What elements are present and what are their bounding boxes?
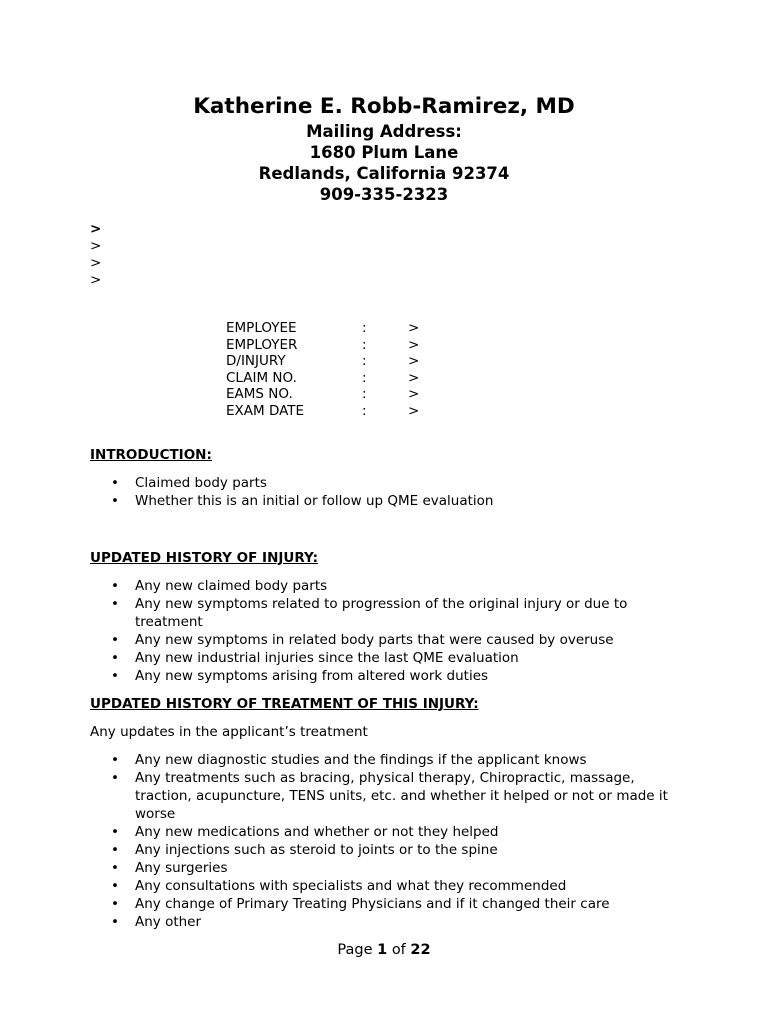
field-separator: : xyxy=(362,336,367,353)
of-word: of xyxy=(391,942,406,958)
list-item-text: Any change of Primary Treating Physicians and if it changed their care xyxy=(135,896,610,912)
list-item-text: Claimed body parts xyxy=(135,475,267,491)
field-value: > xyxy=(408,402,420,419)
list-item xyxy=(90,667,680,685)
field-label: EAMS NO. xyxy=(226,386,293,403)
list-item xyxy=(90,595,680,631)
list-item-text: Any new symptoms related to progression of the original injury or due to treatment xyxy=(135,596,628,630)
bullet-icon: • xyxy=(111,842,119,858)
list-item xyxy=(90,474,680,492)
list-item-text: Any new medications and whether or not they helped xyxy=(135,824,499,840)
field-separator: : xyxy=(362,353,367,370)
list-item-text: Any new claimed body parts xyxy=(135,578,328,594)
field-label: D/INJURY xyxy=(226,353,286,370)
address-placeholder-block xyxy=(90,221,101,289)
treatment-history-intro: Any updates in the applicant’s treatment xyxy=(90,724,368,740)
bullet-icon: • xyxy=(111,914,119,930)
list-item xyxy=(90,859,680,877)
field-value: > xyxy=(408,320,420,336)
list-item xyxy=(90,841,680,859)
list-item xyxy=(90,751,680,769)
page-word: Page xyxy=(337,942,373,958)
bullet-icon: • xyxy=(111,650,119,666)
list-item-text: Any injections such as steroid to joints or to the spine xyxy=(135,842,498,858)
introduction-list xyxy=(90,474,680,510)
page-footer xyxy=(0,940,768,960)
bullet-icon: • xyxy=(111,896,119,912)
street-address: 1680 Plum Lane xyxy=(309,143,459,162)
mailing-address-label: Mailing Address: xyxy=(306,122,462,141)
updated-history-heading: UPDATED HISTORY OF INJURY: xyxy=(90,550,319,566)
bullet-icon: • xyxy=(111,475,119,491)
field-separator: : xyxy=(362,369,367,386)
list-item-text: Any new symptoms in related body parts that were caused by overuse xyxy=(135,632,614,648)
field-value: > xyxy=(408,336,420,353)
treatment-history-list xyxy=(90,751,680,931)
field-label: CLAIM NO. xyxy=(226,369,297,386)
field-value: > xyxy=(408,369,420,386)
phone-number: 909-335-2323 xyxy=(319,185,449,204)
list-item-text: Any other xyxy=(135,914,202,930)
case-field-date-of-injury xyxy=(226,353,476,370)
field-separator: : xyxy=(362,320,367,336)
bullet-icon: • xyxy=(111,824,119,840)
list-item-text: Whether this is an initial or follow up QME evaluation xyxy=(135,493,494,509)
address-placeholder: > xyxy=(90,238,102,254)
list-item xyxy=(90,877,680,895)
list-item xyxy=(90,577,680,595)
bullet-icon: • xyxy=(111,770,119,786)
address-placeholder: > xyxy=(90,221,102,237)
bullet-icon: • xyxy=(111,668,119,684)
physician-name: Katherine E. Robb-Ramirez, MD xyxy=(193,94,575,119)
list-item xyxy=(90,895,680,913)
list-item-text: Any new symptoms arising from altered work duties xyxy=(135,668,489,684)
list-item-text: Any consultations with specialists and what they recommended xyxy=(135,878,567,894)
bullet-icon: • xyxy=(111,596,119,612)
field-label: EMPLOYER xyxy=(226,336,298,353)
case-field-eams-no xyxy=(226,386,476,403)
bullet-icon: • xyxy=(111,878,119,894)
bullet-icon: • xyxy=(111,752,119,768)
list-item xyxy=(90,913,680,931)
case-field-employee xyxy=(226,320,476,337)
list-item xyxy=(90,823,680,841)
total-pages-number: 22 xyxy=(410,942,431,958)
field-separator: : xyxy=(362,386,367,403)
field-label: EXAM DATE xyxy=(226,402,305,419)
bullet-icon: • xyxy=(111,493,119,509)
address-placeholder: > xyxy=(90,272,102,288)
list-item xyxy=(90,769,680,823)
letterhead xyxy=(0,93,768,205)
list-item-text: Any new industrial injuries since the last QME evaluation xyxy=(135,650,519,666)
treatment-history-heading: UPDATED HISTORY OF TREATMENT OF THIS INJURY: xyxy=(90,696,479,712)
field-value: > xyxy=(408,386,420,403)
bullet-icon: • xyxy=(111,860,119,876)
bullet-icon: • xyxy=(111,578,119,594)
field-separator: : xyxy=(362,402,367,419)
case-field-claim-no xyxy=(226,370,476,387)
address-placeholder: > xyxy=(90,255,102,271)
list-item-text: Any treatments such as bracing, physical therapy, Chiropractic, massage, traction, acupuncture, TENS units, etc. and whether it helped or not or made it worse xyxy=(135,770,668,822)
case-field-employer xyxy=(226,337,476,354)
list-item xyxy=(90,492,680,510)
list-item xyxy=(90,649,680,667)
list-item-text: Any new diagnostic studies and the findings if the applicant knows xyxy=(135,752,587,768)
case-info-block xyxy=(226,320,476,420)
field-value: > xyxy=(408,353,420,370)
list-item xyxy=(90,631,680,649)
current-page-number: 1 xyxy=(377,942,388,958)
case-field-exam-date xyxy=(226,403,476,420)
city-state-zip: Redlands, California 92374 xyxy=(258,164,510,183)
updated-history-list xyxy=(90,577,680,685)
introduction-heading: INTRODUCTION: xyxy=(90,447,212,463)
bullet-icon: • xyxy=(111,632,119,648)
field-label: EMPLOYEE xyxy=(226,320,297,336)
list-item-text: Any surgeries xyxy=(135,860,228,876)
